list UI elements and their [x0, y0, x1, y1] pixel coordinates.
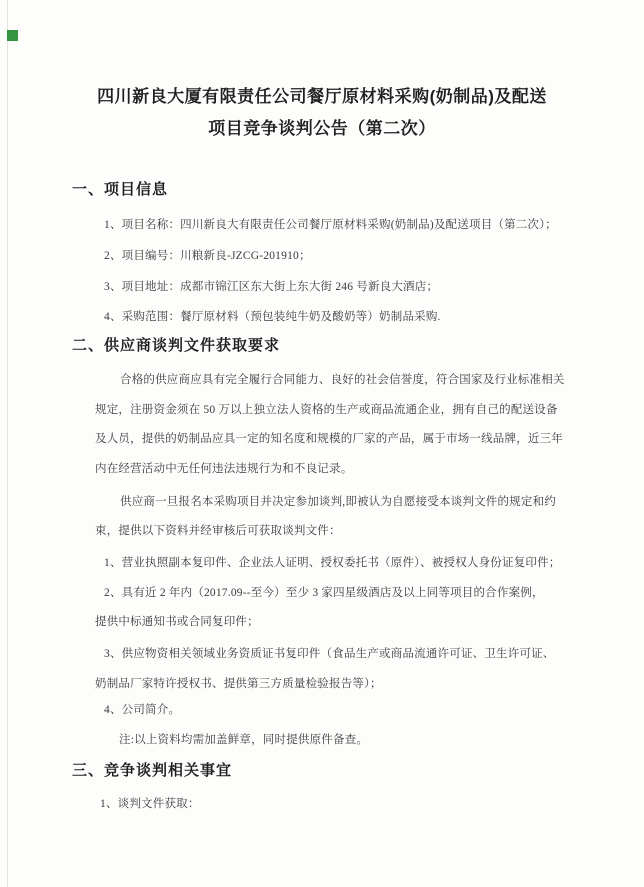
section1-heading: 一、项目信息	[72, 181, 169, 198]
section1-item-3: 3、项目地址：成都市锦江区东大街上东大街 246 号新良大酒店；	[104, 281, 439, 293]
section2-item-2-line-2: 提供中标通知书或合同复印件；	[95, 616, 259, 628]
section2-item-3-line-2: 奶制品厂家特许授权书、提供第三方质量检验报告等）；	[95, 678, 382, 690]
section2-paragraph1-line-4: 内在经营活动中无任何违法违规行为和不良记录。	[95, 463, 353, 475]
section2-heading: 二、供应商谈判文件获取要求	[72, 337, 281, 354]
section1-item-4: 4、采购范围：餐厅原材料（预包装纯牛奶及酸奶等）奶制品采购.	[104, 311, 441, 323]
section2-paragraph1-line-2: 规定，注册资金须在 50 万以上独立法人资格的生产或商品流通企业，拥有自己的配送设备	[95, 404, 558, 416]
document-title-line-2: 项目竞争谈判公告（第二次）	[208, 119, 436, 138]
green-square-marker	[7, 30, 18, 41]
section2-item-1: 1、营业执照副本复印件、企业法人证明、授权委托书（原件）、被授权人身份证复印件；	[104, 557, 561, 569]
section2-paragraph2-line-1: 供应商一旦报名本采购项目并决定参加谈判,即被认为自愿接受本谈判文件的规定和约	[120, 496, 556, 508]
section2-item-2-line-1: 2、具有近 2 年内（2017.09--至今）至少 3 家四星级酒店及以上同等项目的合作案例，	[104, 587, 544, 599]
section3-item-1: 1、谈判文件获取：	[100, 798, 200, 810]
section2-item-4: 4、公司简介。	[104, 704, 181, 716]
section2-paragraph1-line-3: 及人员，提供的奶制品应具一定的知名度和规模的厂家的产品，属于市场一线品牌，近三年	[95, 433, 563, 445]
section1-item-2: 2、项目编号：川粮新良-JZCG-201910；	[104, 250, 311, 262]
document-title-line-1: 四川新良大厦有限责任公司餐厅原材料采购(奶制品)及配送	[97, 87, 547, 106]
section1-item-1: 1、项目名称：四川新良大有限责任公司餐厅原材料采购(奶制品)及配送项目（第二次）；	[104, 219, 557, 231]
section3-heading: 三、竞争谈判相关事宜	[72, 762, 233, 779]
section2-paragraph1-line-1: 合格的供应商应具有完全履行合同能力、良好的社会信誉度，符合国家及行业标准相关	[120, 374, 565, 386]
section2-note: 注:以上资料均需加盖鲜章，同时提供原件备查。	[119, 734, 369, 746]
section2-paragraph2-line-2: 束，提供以下资料并经审核后可获取谈判文件：	[95, 525, 341, 537]
section2-item-3-line-1: 3、供应物资相关领域业务资质证书复印件（食品生产或商品流通许可证、卫生许可证、	[104, 648, 555, 660]
